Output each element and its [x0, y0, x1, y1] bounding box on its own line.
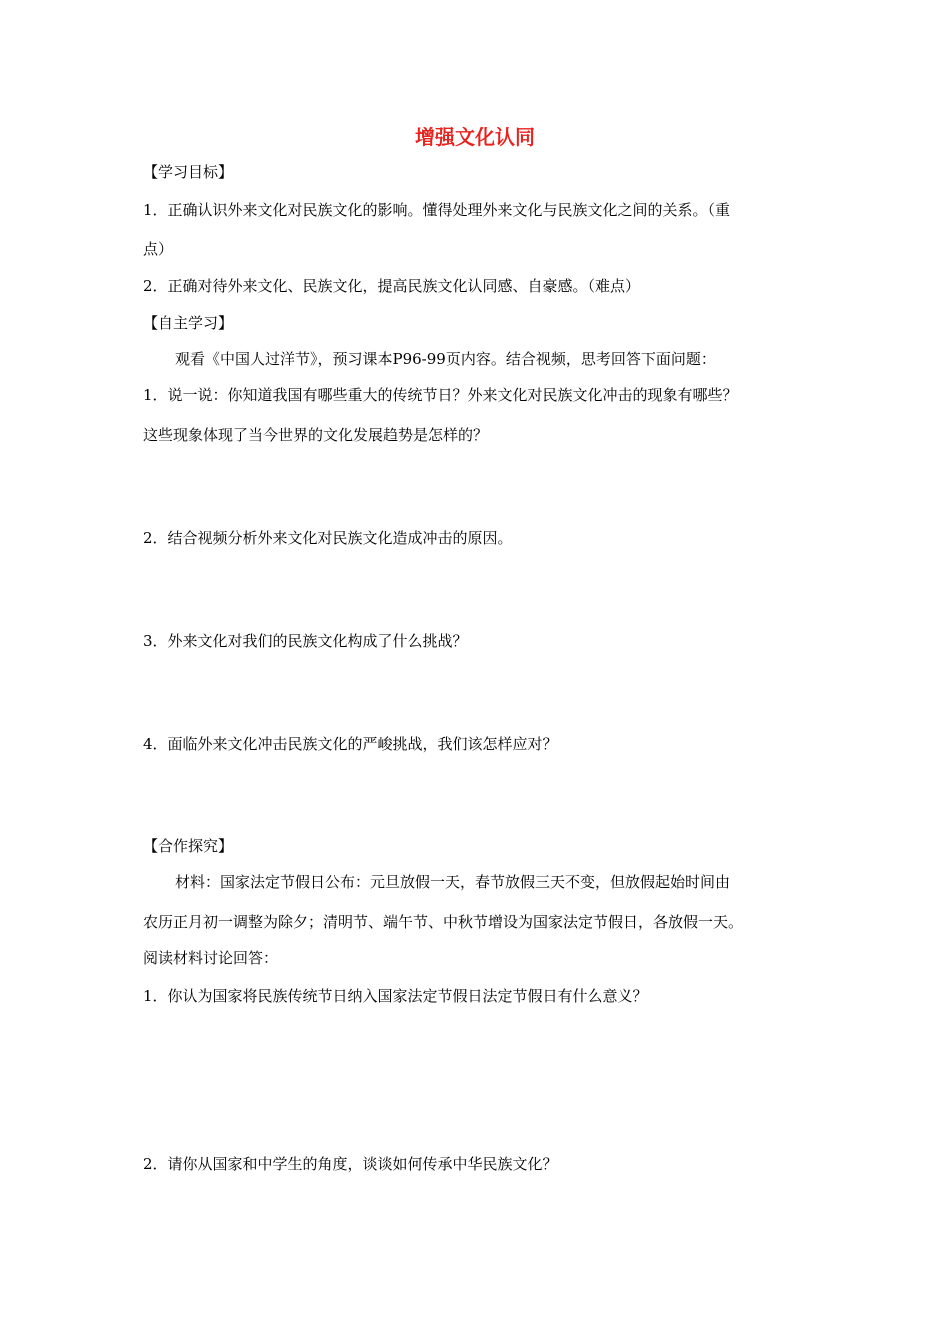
- objective-item-1: 1．正确认识外来文化对民族文化的影响。懂得处理外来文化与民族文化之间的关系。（重: [143, 201, 731, 219]
- cooperation-material-line-2: 农历正月初一调整为除夕；清明节、端午节、中秋节增设为国家法定节假日，各放假一天。: [143, 913, 744, 931]
- self-study-question-4: 4．面临外来文化冲击民族文化的严峻挑战，我们该怎样应对？: [143, 735, 558, 753]
- section-heading-objectives: 【学习目标】: [143, 163, 234, 181]
- objective-item-2: 2．正确对待外来文化、民族文化，提高民族文化认同感、自豪感。（难点）: [143, 277, 641, 295]
- self-study-question-3: 3．外来文化对我们的民族文化构成了什么挑战？: [143, 632, 468, 650]
- section-heading-self-study: 【自主学习】: [143, 314, 234, 332]
- objective-item-1-continued: 点）: [143, 240, 174, 258]
- page-title: 增强文化认同: [415, 125, 535, 149]
- cooperation-material-line-1: 材料：国家法定节假日公布：元旦放假一天，春节放假三天不变，但放假起始时间由: [175, 873, 731, 891]
- self-study-question-1-continued: 这些现象体现了当今世界的文化发展趋势是怎样的？: [143, 426, 489, 444]
- cooperation-material-line-3: 阅读材料讨论回答：: [143, 949, 279, 967]
- self-study-question-1: 1．说一说：你知道我国有哪些重大的传统节日？外来文化对民族文化冲击的现象有哪些？: [143, 386, 738, 404]
- section-heading-cooperation: 【合作探究】: [143, 837, 234, 855]
- self-study-intro: 观看《中国人过洋节》，预习课本P96-99页内容。结合视频，思考回答下面问题：: [175, 350, 716, 368]
- cooperation-question-1: 1．你认为国家将民族传统节日纳入国家法定节假日法定节假日有什么意义？: [143, 987, 648, 1005]
- self-study-question-2: 2．结合视频分析外来文化对民族文化造成冲击的原因。: [143, 529, 513, 547]
- cooperation-question-2: 2．请你从国家和中学生的角度，谈谈如何传承中华民族文化？: [143, 1155, 558, 1173]
